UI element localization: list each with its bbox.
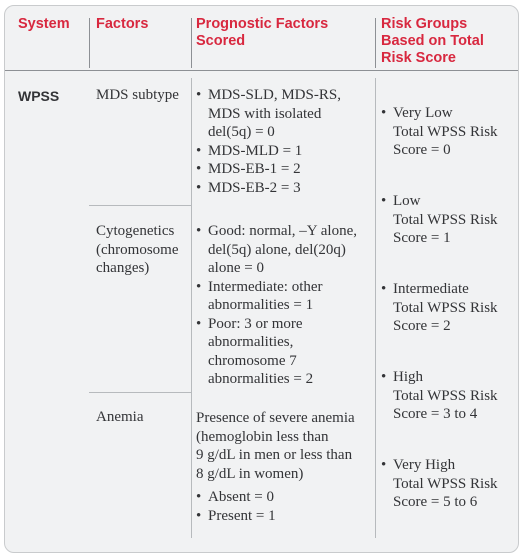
- header-divider-3: [375, 18, 376, 68]
- row-separator-1: [89, 205, 191, 206]
- factor-items-mds-subtype: [196, 86, 371, 197]
- factor-items-anemia: [196, 409, 374, 525]
- row-separator-2: [89, 392, 191, 393]
- system-name: WPSS: [18, 88, 60, 104]
- wpss-table-panel: [4, 5, 519, 553]
- factor-items-cytogenetics: [196, 222, 374, 389]
- body-divider-2: [191, 78, 192, 538]
- risk-group-very-low: • Very Low Total WPSS Risk Score = 0: [381, 104, 511, 160]
- header-divider-2: [191, 18, 192, 68]
- list-item: • MDS-EB-1 = 2: [196, 160, 371, 179]
- header-system: System: [18, 16, 70, 32]
- list-item: • MDS-MLD = 1: [196, 142, 371, 161]
- list-item: • Good: normal, –Y alone, del(5q) alone, del(20q) alone = 0: [196, 222, 374, 278]
- risk-group-high: • High Total WPSS Risk Score = 3 to 4: [381, 368, 511, 424]
- factor-name-anemia: Anemia: [96, 409, 144, 425]
- list-item: • MDS-SLD, MDS-RS, MDS with isolated del(5q) = 0: [196, 86, 371, 142]
- anemia-intro: Presence of severe anemia (hemoglobin less than 9 g/dL in men or less than 8 g/dL in women): [196, 410, 355, 482]
- list-item: • Present = 1: [196, 507, 374, 526]
- header-separator: [5, 70, 519, 71]
- header-factors: Factors: [96, 16, 149, 32]
- risk-group-intermediate: • Intermediate Total WPSS Risk Score = 2: [381, 280, 511, 336]
- header-prognostic-factors: Prognostic Factors Scored: [196, 16, 329, 49]
- risk-group-low: • Low Total WPSS Risk Score = 1: [381, 192, 511, 248]
- list-item: • Poor: 3 or more abnormalities, chromosome 7 abnormalities = 2: [196, 315, 374, 389]
- body-divider-3: [375, 78, 376, 538]
- factor-name-cytogenetics: Cytogenetics (chromosome changes): [96, 223, 179, 276]
- risk-group-very-high: • Very High Total WPSS Risk Score = 5 to 6: [381, 456, 511, 512]
- list-item: • Intermediate: other abnormalities = 1: [196, 278, 374, 315]
- header-risk-groups: Risk Groups Based on Total Risk Score: [381, 16, 484, 66]
- header-divider-1: [89, 18, 90, 68]
- list-item: • MDS-EB-2 = 3: [196, 179, 371, 198]
- list-item: • Absent = 0: [196, 488, 374, 507]
- factor-name-mds-subtype: MDS subtype: [96, 87, 179, 103]
